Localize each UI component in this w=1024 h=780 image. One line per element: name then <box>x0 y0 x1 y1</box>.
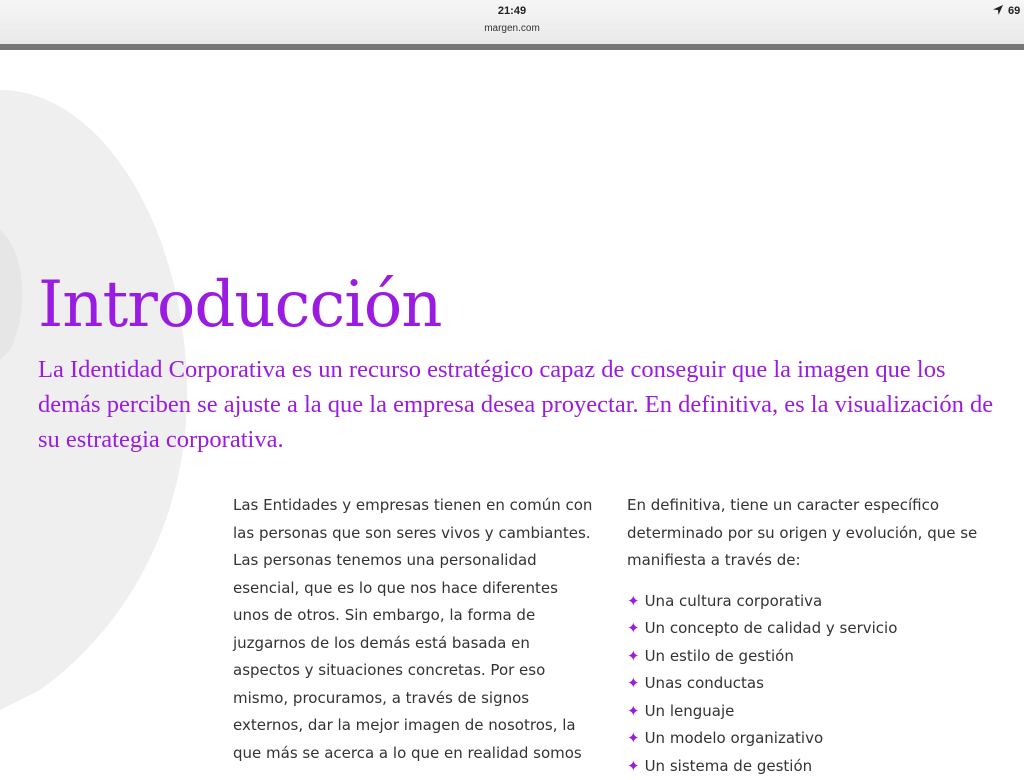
list-item: ✦ Un lenguaje <box>627 698 1007 726</box>
article-right-column <box>627 492 1007 780</box>
characteristics-list <box>627 588 1007 780</box>
list-item: ✦ Una cultura corporativa <box>627 588 1007 616</box>
article-left-column: Las Entidades y empresas tienen en común con las personas que son seres vivos y cambiantes. Las personas tenemos una personalidad esencial, que es lo que nos hace diferentes unos de otros. Sin embargo, la forma de juzgarnos de los demás está basada en aspectos y situaciones concretas. Por eso mismo, procuramos, a través de signos externos, dar la mejor imagen de nosotros, la que más se acerca a lo que en realidad somos <box>233 492 593 767</box>
plus-bullet-icon: ✦ <box>627 729 640 747</box>
location-arrow-icon <box>993 5 1003 18</box>
list-item: ✦ Un concepto de calidad y servicio <box>627 615 1007 643</box>
article-lead: La Identidad Corporativa es un recurso estratégico capaz de conseguir que la imagen que los demás perciben se ajuste a la que la empresa desea proyectar. En definitiva, es la visualización de su estrategia corporativa. <box>38 352 998 457</box>
plus-bullet-icon: ✦ <box>627 757 640 775</box>
battery-level: 69 <box>1008 5 1020 17</box>
browser-status-bar <box>0 0 1024 50</box>
plus-bullet-icon: ✦ <box>627 619 640 637</box>
list-item: ✦ Un sistema de gestión <box>627 753 1007 780</box>
article-title: Introducción <box>38 268 441 342</box>
list-item: ✦ Un estilo de gestión <box>627 643 1007 671</box>
list-item: ✦ Un modelo organizativo <box>627 725 1007 753</box>
list-item: ✦ Unas conductas <box>627 670 1007 698</box>
address-bar-url[interactable]: margen.com <box>0 23 1024 34</box>
right-column-intro: En definitiva, tiene un caracter específico determinado por su origen y evolución, que se manifiesta a través de: <box>627 492 1007 575</box>
plus-bullet-icon: ✦ <box>627 702 640 720</box>
plus-bullet-icon: ✦ <box>627 592 640 610</box>
plus-bullet-icon: ✦ <box>627 647 640 665</box>
plus-bullet-icon: ✦ <box>627 674 640 692</box>
status-time: 21:49 <box>0 5 1024 17</box>
